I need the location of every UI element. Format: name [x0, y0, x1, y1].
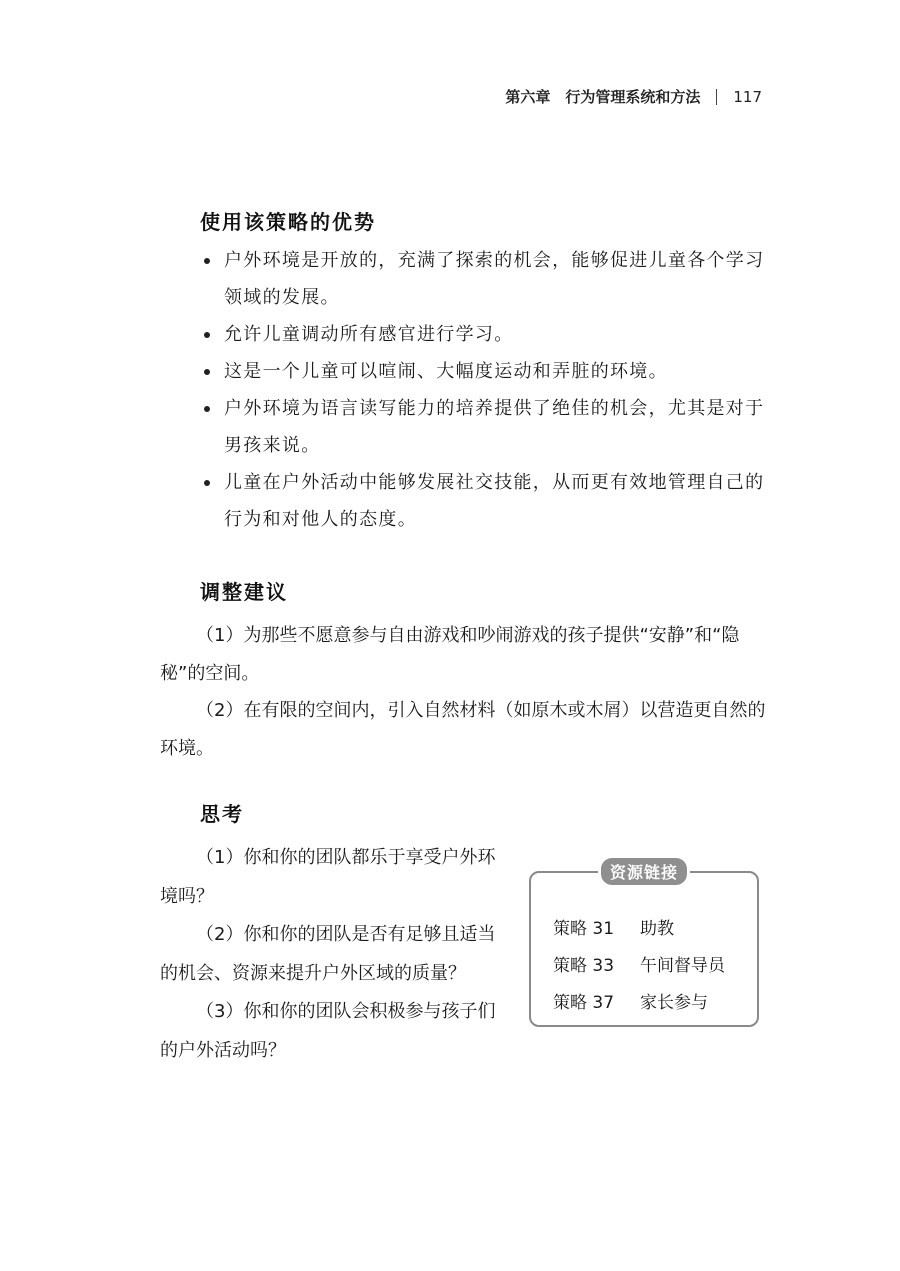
strategy-name: 家长参与 — [640, 993, 708, 1013]
strategy-code: 策略 33 — [553, 956, 615, 976]
section-title-suggestions: 调整建议 — [200, 580, 288, 604]
section-title-reflection: 思考 — [200, 802, 244, 826]
resource-links-list — [553, 911, 725, 1022]
running-header — [505, 86, 762, 107]
resource-links-box — [529, 863, 759, 1027]
chapter-title: 第六章 行为管理系统和方法 — [505, 88, 701, 106]
advantages-list — [200, 242, 765, 538]
section-title-advantages: 使用该策略的优势 — [200, 210, 376, 234]
reflection-question: （2）你和你的团队是否有足够且适当的机会、资源来提升户外区域的质量？ — [160, 924, 496, 984]
strategy-name: 助教 — [640, 919, 674, 939]
reflection-question: （1）你和你的团队都乐于享受户外环境吗？ — [160, 847, 496, 907]
list-item: 允许儿童调动所有感官进行学习。 — [200, 316, 765, 353]
resource-link — [553, 948, 725, 985]
list-item: 这是一个儿童可以喧闹、大幅度运动和弄脏的环境。 — [200, 353, 765, 390]
strategy-name: 午间督导员 — [640, 956, 725, 976]
suggestion-paragraph: （1）为那些不愿意参与自由游戏和吵闹游戏的孩子提供“安静”和“隐秘”的空间。 — [160, 625, 740, 684]
page-number: 117 — [733, 87, 762, 106]
list-item: 户外环境是开放的，充满了探索的机会，能够促进儿童各个学习领域的发展。 — [200, 242, 765, 316]
header-divider — [716, 89, 717, 105]
resource-link — [553, 911, 725, 948]
reflection-question: （3）你和你的团队会积极参与孩子们的户外活动吗？ — [160, 1001, 496, 1061]
reflection-questions — [160, 839, 505, 1070]
resource-link — [553, 985, 725, 1022]
strategy-code: 策略 31 — [553, 919, 615, 939]
list-item: 户外环境为语言读写能力的培养提供了绝佳的机会，尤其是对于男孩来说。 — [200, 390, 765, 464]
suggestions-list — [160, 617, 775, 767]
strategy-code: 策略 37 — [553, 993, 615, 1013]
resource-links-title: 资源链接 — [601, 858, 687, 885]
list-item: 儿童在户外活动中能够发展社交技能，从而更有效地管理自己的行为和对他人的态度。 — [200, 464, 765, 538]
suggestion-paragraph: （2）在有限的空间内，引入自然材料（如原木或木屑）以营造更自然的环境。 — [160, 700, 766, 759]
